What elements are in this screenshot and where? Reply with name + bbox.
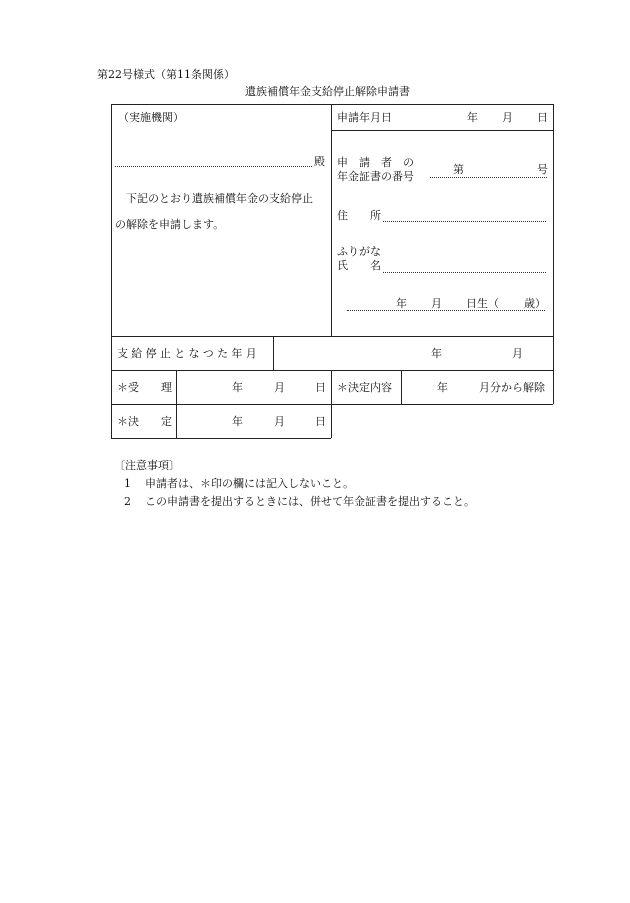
decision-content-value: 月分から解除 <box>479 381 545 394</box>
note-2-number: 2 <box>124 495 131 508</box>
receipt-label: ＊受 理 <box>117 381 172 394</box>
stop-year-unit: 年 <box>431 347 442 360</box>
agency-name-field[interactable] <box>115 166 312 167</box>
receipt-month-unit: 月 <box>274 381 285 394</box>
age-suffix: 歳） <box>524 297 546 310</box>
birth-year-unit: 年 <box>396 297 407 310</box>
decision-content-year-unit: 年 <box>437 381 448 394</box>
name-label: 氏 名 <box>337 259 381 272</box>
decision-year-unit: 年 <box>232 415 243 428</box>
note-1-number: 1 <box>124 477 131 490</box>
application-day-unit: 日 <box>537 111 548 124</box>
address-label: 住 所 <box>337 209 381 222</box>
notes-header: 〔注意事項〕 <box>114 459 180 472</box>
application-month-unit: 月 <box>502 111 513 124</box>
cert-label-line1: 申 請 者 の <box>337 156 414 169</box>
cert-number-field[interactable] <box>430 177 547 178</box>
decision-month-unit: 月 <box>274 415 285 428</box>
decision-content-label: ＊決定内容 <box>337 381 392 394</box>
cert-suffix: 号 <box>537 163 548 176</box>
stop-month-unit: 月 <box>512 347 523 360</box>
stop-date-label: 支給停止となつた年月 <box>117 347 260 360</box>
cert-prefix: 第 <box>453 163 464 176</box>
birth-day-suffix: 日生（ <box>466 297 499 310</box>
decision-label: ＊決 定 <box>117 415 172 428</box>
birthdate-field[interactable] <box>347 310 545 311</box>
receipt-day-unit: 日 <box>315 381 326 394</box>
furigana-label: ふりがな <box>337 245 381 258</box>
address-field[interactable] <box>383 221 546 222</box>
form-number: 第22号様式（第11条関係） <box>97 68 235 81</box>
honorific-label: 殿 <box>314 155 325 168</box>
birth-month-unit: 月 <box>431 297 442 310</box>
application-date-label: 申請年月日 <box>337 111 392 124</box>
note-2-text: この申請書を提出するときには、併せて年金証書を提出すること。 <box>145 495 475 508</box>
request-text-line1: 下記のとおり遺族補償年金の支給停止 <box>126 192 313 205</box>
receipt-year-unit: 年 <box>232 381 243 394</box>
decision-day-unit: 日 <box>315 415 326 428</box>
form-title: 遺族補償年金支給停止解除申請書 <box>245 85 410 98</box>
request-text-line2: の解除を申請します。 <box>115 218 225 231</box>
agency-label: （実施機関） <box>118 111 184 124</box>
note-1-text: 申請者は、＊印の欄には記入しないこと。 <box>145 477 354 490</box>
name-field[interactable] <box>383 272 546 273</box>
application-year-unit: 年 <box>467 111 478 124</box>
cert-label-line2: 年金証書の番号 <box>337 170 414 183</box>
